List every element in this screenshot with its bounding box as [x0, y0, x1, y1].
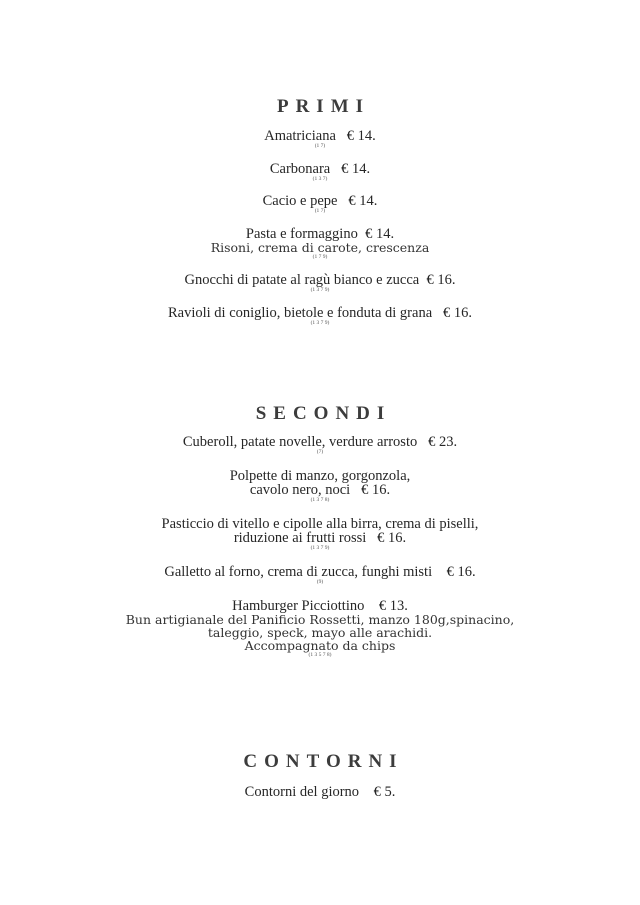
item-price: € 14.	[341, 161, 371, 177]
item-name: Pasticcio di vitello e cipolle alla birra, crema di piselli,	[161, 516, 479, 532]
item-name: Contorni del giorno	[244, 784, 360, 800]
item-allergens: (7)	[316, 449, 324, 455]
item-allergens: (1 3 7)	[312, 176, 328, 182]
section-title-primi: PRIMI	[276, 96, 371, 117]
item-allergens: (1 7)	[314, 143, 326, 149]
item-price: € 16.	[361, 482, 391, 498]
menu-item	[0, 129, 640, 149]
menu-item	[0, 435, 640, 455]
item-description: taleggio, speck, mayo alle arachidi.	[207, 625, 433, 640]
item-description: Risoni, crema di carote, crescenza	[210, 240, 430, 255]
item-price: € 16.	[426, 272, 456, 288]
item-name: Gnocchi di patate al ragù bianco e zucca	[184, 272, 420, 288]
menu-item	[0, 162, 640, 182]
item-name: Carbonara	[269, 161, 331, 177]
menu-item	[0, 565, 640, 585]
menu-item	[0, 194, 640, 214]
item-price: € 14.	[348, 193, 378, 209]
item-allergens: (1 3 7 9)	[310, 545, 330, 551]
item-name: Hamburger Picciottino	[232, 598, 365, 614]
item-name: Polpette di manzo, gorgonzola,	[229, 468, 411, 484]
menu-item	[0, 273, 640, 293]
item-allergens: (1 3 7 8)	[310, 497, 330, 503]
section-contorni	[0, 751, 640, 799]
item-description: Accompagnato da chips	[244, 638, 396, 653]
item-price: € 16.	[443, 305, 473, 321]
item-name: Cuberoll, patate novelle, verdure arrosto	[182, 434, 418, 450]
menu-item	[0, 306, 640, 326]
item-price: € 5.	[373, 784, 396, 800]
item-allergens: (9)	[316, 579, 324, 585]
menu-item	[0, 785, 640, 799]
menu-item	[0, 469, 640, 503]
item-name: Cacio e pepe	[262, 193, 338, 209]
item-price: € 16.	[377, 530, 407, 546]
item-allergens: (1 7)	[314, 208, 326, 214]
menu-item	[0, 227, 640, 260]
item-allergens: (1 3 7 9)	[310, 320, 330, 326]
section-primi	[0, 96, 640, 326]
item-name: Amatriciana	[264, 128, 336, 144]
item-price: € 23.	[428, 434, 458, 450]
menu-item	[0, 599, 640, 658]
item-price: € 13.	[378, 598, 408, 614]
item-name: Pasta e formaggino	[245, 226, 358, 242]
menu-item	[0, 517, 640, 551]
item-name: cavolo nero, noci	[249, 482, 351, 498]
item-name: riduzione ai frutti rossi	[233, 530, 367, 546]
item-price: € 16.	[446, 564, 476, 580]
section-secondi	[0, 403, 640, 658]
item-price: € 14.	[365, 226, 395, 242]
item-description: Bun artigianale del Panificio Rossetti, manzo 180g,spinacino,	[125, 612, 515, 627]
item-name: Galletto al forno, crema di zucca, funghi misti	[164, 564, 433, 580]
item-allergens: (1 7 9)	[312, 254, 328, 260]
item-price: € 14.	[346, 128, 376, 144]
item-allergens: (1 3 7 9)	[310, 287, 330, 293]
item-name: Ravioli di coniglio, bietole e fonduta di grana	[167, 305, 433, 321]
section-title-contorni: CONTORNI	[243, 751, 404, 772]
section-title-secondi: SECONDI	[255, 403, 392, 424]
item-allergens: (1 3 5 7 8)	[308, 652, 332, 658]
